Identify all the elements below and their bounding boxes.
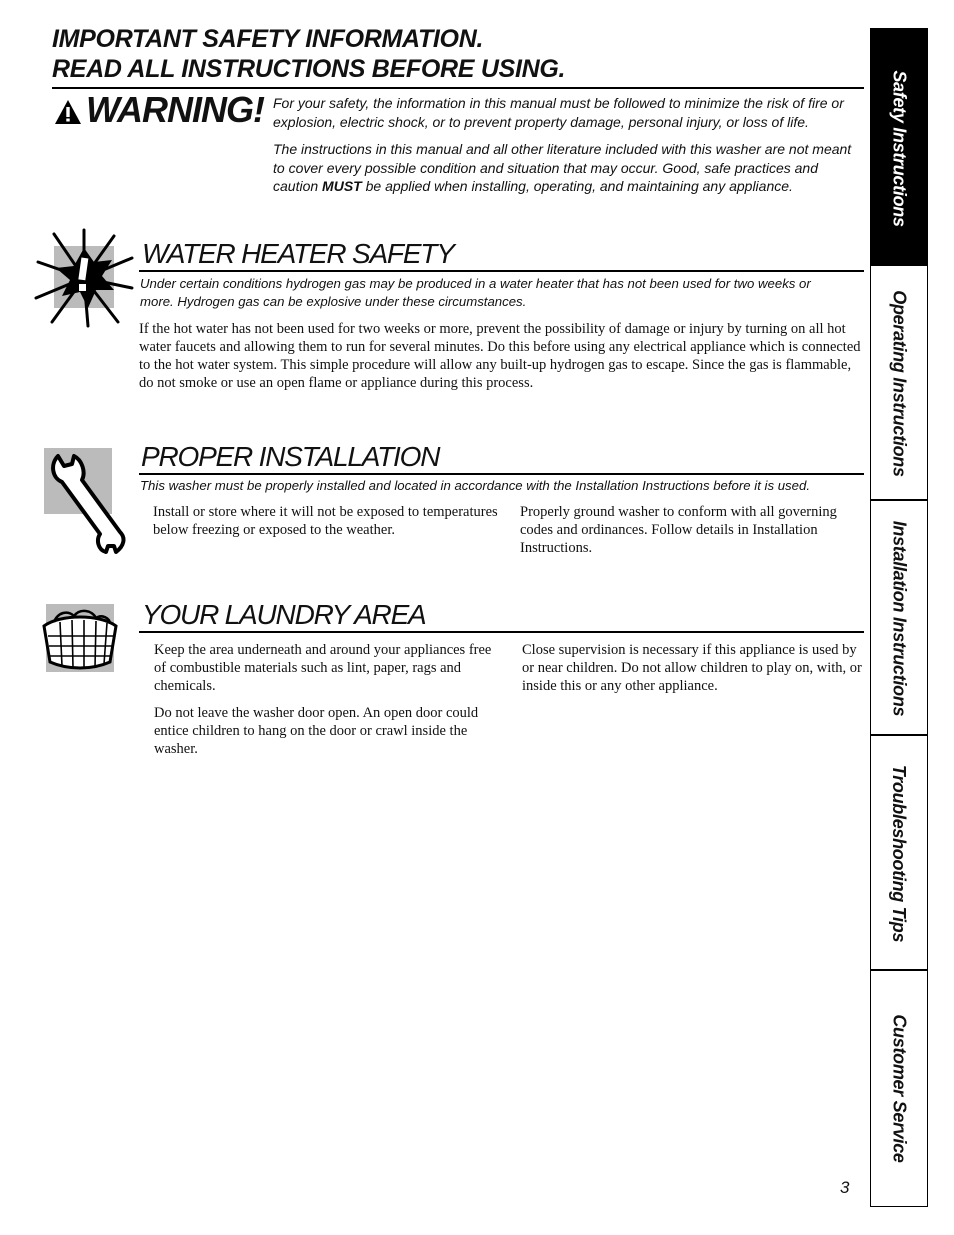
header-line-1: IMPORTANT SAFETY INFORMATION. (52, 25, 484, 53)
installation-left-text: Install or store where it will not be exposed to temperatures below freezing or exposed to the weather. (153, 504, 498, 538)
page-number: 3 (840, 1178, 850, 1197)
laundry-left-column (154, 641, 499, 767)
tab-operating-instructions[interactable] (871, 264, 927, 500)
tab-label: Installation Instructions (889, 520, 910, 716)
tab-troubleshooting-tips[interactable] (871, 734, 927, 970)
wrench-icon (44, 446, 134, 558)
laundry-right-text: Close supervision is necessary if this appliance is used by or near children. Do not allow children to play on, with, or inside this or any other appliance. (522, 642, 862, 694)
warning-paragraph-2-text: The instructions in this manual and all other literature included with this washer are not meant to cover every possible condition and situation that may occur. Good, safe practices and caution (273, 141, 852, 194)
installation-subtitle: This washer must be properly installed and located in accordance with the Installation Instructions before it is used. (140, 478, 810, 493)
water-heater-rule (139, 270, 864, 272)
explosion-icon (32, 226, 136, 330)
installation-rule (139, 473, 864, 475)
warning-paragraph-2-text-end: be applied when installing, operating, and maintaining any appliance. (361, 178, 793, 194)
installation-right-text: Properly ground washer to conform with all governing codes and ordinances. Follow details in Installation Instructions. (520, 504, 837, 556)
installation-title: PROPER INSTALLATION (141, 441, 440, 472)
water-heater-subtitle: Under certain conditions hydrogen gas may be produced in a water heater that has not been used for two weeks or more. Hydrogen gas can be explosive under these circumstances. (140, 276, 811, 309)
water-heater-body: If the hot water has not been used for two weeks or more, prevent the possibility of damage or injury by turning on all hot water faucets and allowing them to run for several minutes. Do this before using any electrical appliance which is connected to the hot water system. This simple procedure will allow any built-up hydrogen gas to escape. Since the gas is flammable, do not smoke or use an open flame or appliance during this process. (139, 321, 861, 391)
page-header (52, 24, 864, 84)
water-heater-title: WATER HEATER SAFETY (142, 238, 454, 269)
tab-label: Troubleshooting Tips (889, 764, 910, 942)
warning-text (273, 94, 863, 205)
tab-label: Customer Service (889, 1014, 910, 1163)
section-tabs (870, 28, 928, 1207)
tab-safety-instructions[interactable] (871, 28, 927, 266)
laundry-rule (139, 631, 864, 633)
warning-triangle-icon (54, 99, 82, 125)
warning-heading: WARNING! (86, 89, 264, 130)
laundry-left-paragraph-1: Keep the area underneath and around your appliances free of combustible materials such as lint, paper, rags and chemicals. (154, 642, 492, 694)
warning-paragraph-1: For your safety, the information in this manual must be followed to minimize the risk of fire or explosion, electric shock, or to prevent property damage, personal injury, or loss of life. (273, 95, 844, 130)
header-line-2: READ ALL INSTRUCTIONS BEFORE USING. (52, 55, 566, 83)
warning-must-emphasis: MUST (322, 178, 362, 194)
laundry-title: YOUR LAUNDRY AREA (142, 599, 426, 630)
tab-customer-service[interactable] (871, 969, 927, 1206)
laundry-left-paragraph-2: Do not leave the washer door open. An open door could entice children to hang on the door or crawl inside the washer. (154, 705, 479, 757)
tab-installation-instructions[interactable] (871, 499, 927, 735)
tab-label: Safety Instructions (889, 69, 910, 227)
warning-paragraph-2 (273, 140, 863, 196)
laundry-basket-icon (40, 604, 120, 674)
tab-label: Operating Instructions (889, 289, 910, 477)
